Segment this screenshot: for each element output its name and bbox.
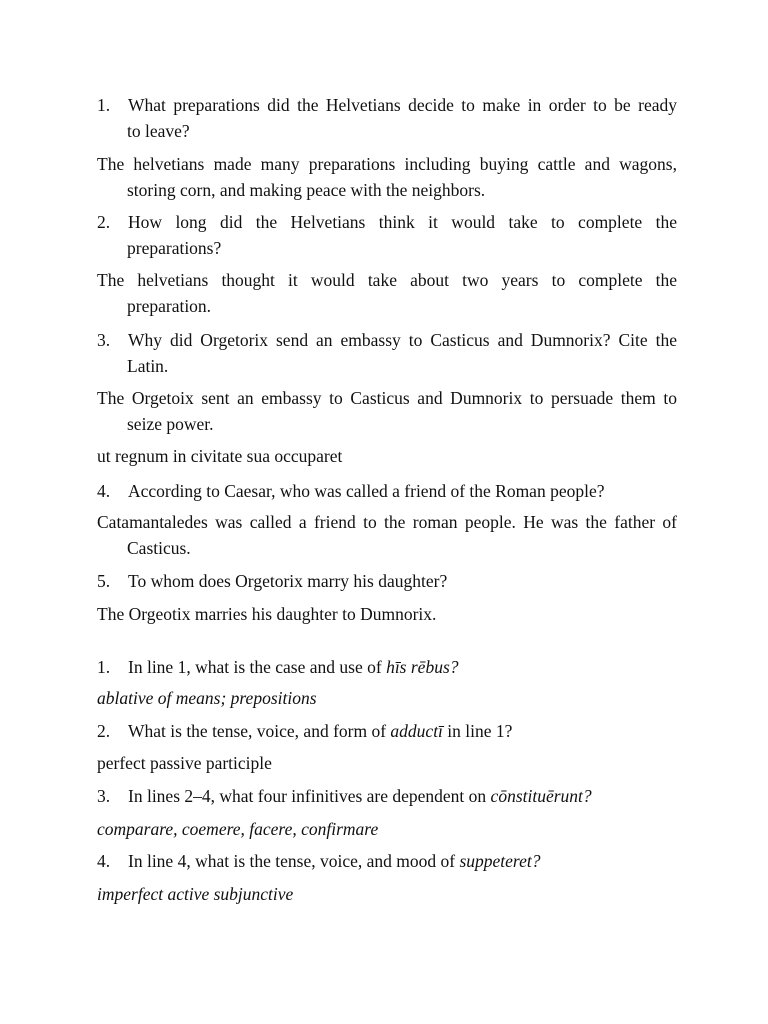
comprehension-answer-1: The helvetians made many preparations including buying cattle and wagons, — [97, 154, 677, 174]
comprehension-question-3 — [97, 327, 677, 353]
question-number: 3. — [97, 330, 111, 350]
question-text: What preparations did the Helvetians decide to make in order to be ready — [128, 95, 677, 115]
comprehension-answer-3-cont: seize power. — [127, 414, 214, 434]
grammar-question-1 — [97, 654, 677, 680]
latin-term: hīs rēbus? — [386, 657, 459, 677]
comprehension-question-2-cont: preparations? — [127, 238, 222, 258]
comprehension-answer-4: Catamantaledes was called a friend to the roman people. He was the father of — [97, 512, 677, 532]
grammar-answer-4: imperfect active subjunctive — [97, 884, 294, 904]
comprehension-question-1 — [97, 92, 677, 118]
latin-term: adductī — [390, 721, 443, 741]
question-text: How long did the Helvetians think it would take to complete the — [128, 212, 677, 232]
comprehension-question-2 — [97, 209, 677, 235]
latin-citation: ut regnum in civitate sua occuparet — [97, 446, 343, 466]
comprehension-question-4 — [97, 478, 677, 504]
question-suffix: in line 1? — [442, 721, 513, 741]
question-number: 2. — [97, 721, 111, 741]
grammar-answer-3: comparare, coemere, facere, confirmare — [97, 819, 379, 839]
question-number: 4. — [97, 481, 111, 501]
grammar-answer-2: perfect passive participle — [97, 753, 272, 773]
question-text: In line 4, what is the tense, voice, and mood of — [128, 851, 460, 871]
question-number: 2. — [97, 212, 111, 232]
latin-term: suppeteret? — [459, 851, 541, 871]
comprehension-question-3-cont: Latin. — [127, 356, 169, 376]
question-text: In lines 2–4, what four infinitives are dependent on — [128, 786, 491, 806]
comprehension-answer-2-cont: preparation. — [127, 296, 212, 316]
question-number: 1. — [97, 95, 111, 115]
comprehension-answer-5: The Orgeotix marries his daughter to Dumnorix. — [97, 604, 437, 624]
latin-term: cōnstituērunt? — [490, 786, 592, 806]
comprehension-answer-4-cont: Casticus. — [127, 538, 191, 558]
question-text: In line 1, what is the case and use of — [128, 657, 387, 677]
comprehension-question-1-cont: to leave? — [127, 121, 190, 141]
question-number: 3. — [97, 786, 111, 806]
question-text: According to Caesar, who was called a friend of the Roman people? — [128, 481, 605, 501]
question-text: What is the tense, voice, and form of — [128, 721, 391, 741]
question-number: 5. — [97, 571, 111, 591]
comprehension-answer-2: The helvetians thought it would take about two years to complete the — [97, 270, 677, 290]
comprehension-question-5 — [97, 568, 677, 594]
grammar-answer-1: ablative of means; prepositions — [97, 688, 317, 708]
comprehension-answer-3: The Orgetoix sent an embassy to Casticus and Dumnorix to persuade them to — [97, 388, 677, 408]
grammar-question-4 — [97, 848, 677, 874]
question-number: 1. — [97, 657, 111, 677]
question-number: 4. — [97, 851, 111, 871]
question-text: Why did Orgetorix send an embassy to Casticus and Dumnorix? Cite the — [128, 330, 677, 350]
grammar-question-3 — [97, 783, 677, 809]
question-text: To whom does Orgetorix marry his daughter? — [128, 571, 448, 591]
comprehension-answer-1-cont: storing corn, and making peace with the neighbors. — [127, 180, 486, 200]
grammar-question-2 — [97, 718, 677, 744]
